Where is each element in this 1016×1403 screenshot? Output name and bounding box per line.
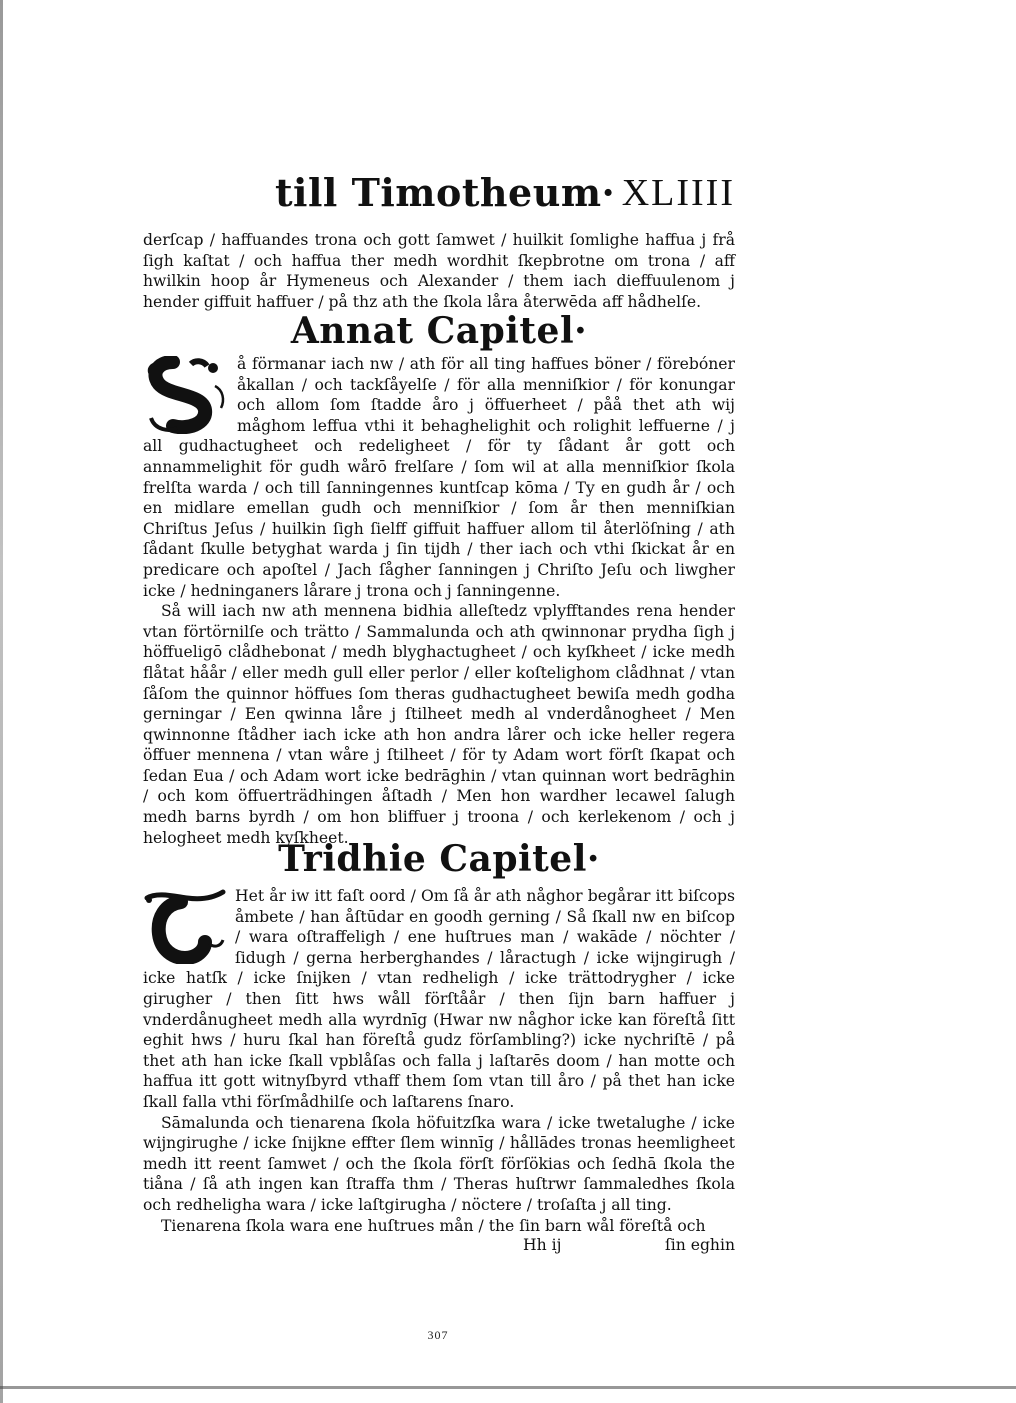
- opening-text: [143, 230, 735, 312]
- chapter-2-heading: Annat Capitel·: [290, 310, 588, 352]
- chapter-2-body: [143, 354, 735, 848]
- chapter-3-heading: Tridhie Capitel·: [278, 838, 600, 880]
- ornamental-initial-s-icon: [143, 356, 229, 434]
- catchword: ſin eghin: [664, 1236, 735, 1254]
- signature-line: [143, 1235, 735, 1257]
- signature-mark: Hh ij: [523, 1236, 562, 1254]
- chapter-3-paragraph-3: Tienarena ſkola wara ene huſtrues mån / the ſin barn wål föreſtå och: [161, 1216, 706, 1235]
- chapter-3-paragraph-1: Het år iw itt faſt oord / Om ſå år ath någhor begårar itt biſcops åmbete / han åſtūdar en goodh gerning / Så ſkall nw en biſcop / wara oſtraffeligh / ene huſtrues man / wakāde / nöchter / ſidugh / gerna herberghandes / låractugh / icke wijngirugh / icke hatſk / icke ſnijken / vtan redheligh / icke trättodrygher / icke girugher / then ſitt hws wåll förſtåår / then ſijn barn haffuer j vnderdånugheet medh alla wyrdnīg (Hwar nw någhor icke kan föreſtå ſitt eghit hws / huru ſkal han föreſtå gudz förſambling?) icke nychriſtē / på thet ath han icke ſkall vpblåſas och falla j laſtarēs doom / han motte och haffua itt gott witnyſbyrd vthaff them ſom vtan till åro / på thet han icke ſkall falla vthi förſmådhilſe och laſtarens ſnaro.: [143, 887, 735, 1111]
- opening-paragraph: derſcap / haffuandes trona och gott ſamwet / huilkit ſomlighe haffua j frå ſigh kaſtat / och haffua ther medh wordhit ſkepbrotne om trona / aff hwilkin hoop år Hymeneus och Alexander / them iach dieffuulenom j hender giffuit haffuer / på thz ath the ſkola låra återwēda aff hådhelſe.: [143, 231, 735, 311]
- scan-edge-left: [0, 0, 3, 1403]
- page-number: 307: [427, 1328, 449, 1342]
- chapter-3-initial: [143, 888, 227, 964]
- chapter-2-paragraph-2: Så will iach nw ath mennena bidhia alleſtedz vplyfftandes rena hender vtan förtörnilſe och trätto / Sammalunda och ath qwinnonar prydha ſigh j höffueligō clådhebonat / medh blyghactugheet / och kyſkheet / icke medh flåtat håår / eller medh gull eller perlor / eller koſtelighom clådhnat / vtan ſåſom the quinnor höffues ſom theras gudhactugheet bewiſa medh godha gerningar / Een qwinna låre j ſtilheet medh al vnderdånogheet / Men qwinnonne ſtådher iach icke ath hon andra lårer och icke heller regera öffuer mennena / vtan wåre j ſtilheet / för ty Adam wort förſt ſkapat och ſedan Eua / och Adam wort icke bedrāghin / vtan quinnan wort bedrāghin / och kom öffuerträdhingen åſtadh / Men hon wardher lecawel ſalugh medh barns byrdh / om hon bliffuer j troona / och kerlekenom / och j helogheet medh kyſkheet.: [143, 602, 735, 847]
- running-head: [275, 168, 735, 218]
- scan-edge-bottom: [0, 1386, 1016, 1389]
- chapter-2-paragraph-1: å förmanar iach nw / ath för all ting haffues böner / förebóner åkallan / och tackſåyelſe / för alla menniſkior / för konungar och allom ſom ſtadde åro j öffuerheet / påå thet ath wij måghom leffua vthi it behaghelighit och rolighit leffuerne / j all gudhactugheet och redeligheet / för ty ſådant år gott och annammelighit för gudh wårō frelſare / ſom wil at alla menniſkior ſkola frelſta warda / och till ſanningennes kuntſcap kōma / Ty en gudh år / och en midlare emellan gudh och menniſkior / ſom år then menniſkian Chriſtus Jeſus / huilkin ſigh ſielff giffuit haffuer allom til återlöſning / ath ſådant ſkulle betyghat warda j ſin tijdh / ther iach och vthi ſkickat år en predicare och apoſtel / Jach ſågher ſanningen j Chriſto Jeſu och liwgher icke / hedninganers lårare j trona och j ſanningenne.: [143, 355, 735, 600]
- chapter-2-initial: [143, 356, 229, 434]
- chapter-3-body: [143, 886, 735, 1236]
- ornamental-initial-t-icon: [143, 888, 227, 964]
- running-title: till Timotheum·: [275, 170, 616, 215]
- chapter-3-paragraph-2: Sāmalunda och tienarena ſkola höfuitzſka wara / icke twetalughe / icke wijngirughe / icke ſnijkne effter ſlem winnīg / hållādes tronas heemligheet medh itt reent ſamwet / och the ſkola förſt förſökias och ſedhā ſkola the tiåna / ſå ath ingen kan ſtraffa thm / Theras huſtrwr ſammaledhes ſkola och redheligha wara / icke laſtgirugha / nöctere / troſaſta j all ting.: [143, 1113, 735, 1214]
- folio-number: XLIIII: [621, 172, 735, 214]
